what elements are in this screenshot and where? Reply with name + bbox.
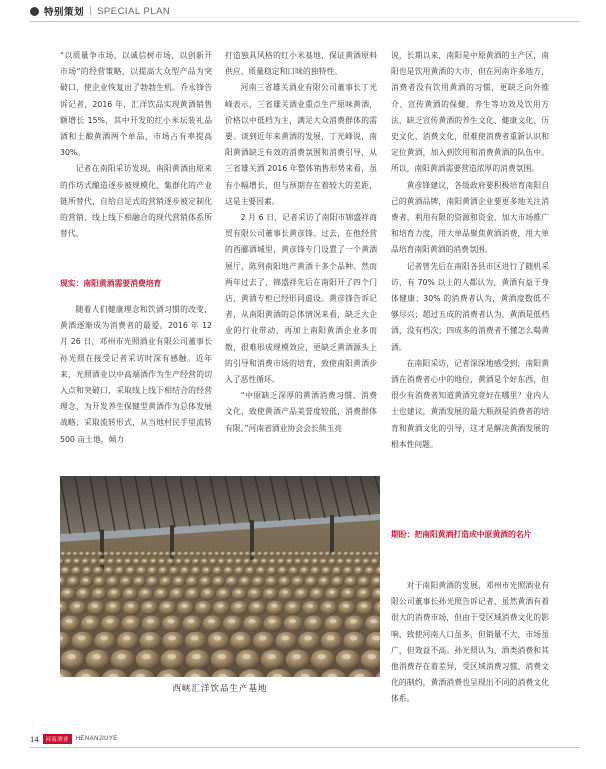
paragraph: 黄彦锋建议，各级政府要积极培育南阳自己的黄酒品牌，南阳黄酒企业要更多地关注消费者，利用有限的资源和资金，加大市场推广和培育力度，用大单品聚焦黄酒消费，用大单品培育南阳黄酒的消费氛围。 — [391, 180, 549, 255]
section-subtitle: SPECIAL PLAN — [97, 5, 171, 17]
article-column-2 — [225, 48, 377, 437]
section-title: 特别策划 — [44, 7, 85, 18]
subheading-reality — [60, 276, 212, 292]
article-column-3 — [391, 48, 549, 453]
header-separator: | — [89, 6, 93, 16]
subheading-text: 现实：南阳黄酒需要消费培育 — [60, 279, 162, 288]
footer-divider — [30, 747, 580, 748]
wine-jars-photo-illustration — [60, 476, 380, 677]
paragraph: 打造独具风格的红小米基地，保证黄酒原料供应、质量稳定和口味的独特性。 — [225, 51, 377, 77]
paragraph: 在南阳采访，记者深深地感受到，南阳黄酒在消费者心中的地位，黄酒是个好东西，但很少有消费者知道黄酒究竟好在哪里？业内人士也建议，黄酒发展的最大瓶颈是消费者的培育和黄酒文化的引导，这才是解决黄酒发展的根本性问题。 — [391, 358, 549, 449]
page-footer — [30, 734, 118, 744]
paragraph: 2 月 6 日，记者采访了南阳市锦盛祥商贸有限公司董事长黄彦锋。过去，在他经营的西郦酒城里，黄彦锋专门设置了一个黄酒展厅，陈列南阳地产黄酒十多个品种。然而两年过去了，锦盛祥先后在南阳开了四个门店，黄酒专柜已经形同虚设。黄彦锋告诉记者，从南阳黄酒的总体情况来看，缺乏大企业的行业带动，再加上南阳黄酒企业多而散，很难形成规模效应，更缺乏黄酒源头上的引导和消费市场的培育，致使南阳黄酒步入了恶性循环。 — [225, 213, 377, 385]
magazine-brand-latin: HENANJIUYE — [75, 736, 118, 742]
article-column-3-continued — [391, 578, 549, 708]
page-header — [30, 3, 170, 19]
production-base-photo — [60, 476, 380, 677]
subheading-hope — [391, 527, 549, 543]
paragraph: 记者曾先后在南阳各县市区进行了随机采访，有 70% 以上的人都认为，黄酒有益于身体健康；30% 的消费者认为，黄酒度数低不够尽兴；超过五成的消费者认为，黄酒是低档酒，没有档次；四成多的消费者不懂怎么喝黄酒。 — [391, 261, 549, 352]
paragraph: 河南三省雄关酒业有限公司董事长丁光峰表示，三省雄关酒业重点生产原味黄酒，价格以中低档为主，满足大众消费群体的需要。谈到近年来黄酒的发展，丁光峰说，南阳黄酒缺乏有效的消费氛围和消费引导，从三省雄关酒 2016 年整体销售形势来看，虽有小幅增长，但与预期存在着较大的差距，这是主要因素。 — [225, 83, 377, 206]
paragraph: “中原缺乏深厚的黄酒消费习惯、消费文化，致使黄酒产品美誉度较低，消费群体有限。”河南省酒业协会会长熊玉亮 — [225, 391, 377, 433]
paragraph: 随着人们健康理念和饮酒习惯的改变，黄酒逐渐成为消费者的最爱。2016 年 12 月 26 日，邓州市光照酒业有限公司董事长孙光照在接受记者采访时深有感触。近年来，光照酒业以中高端酒作为生产经营的切入点和突破口，采取线上线下相结合的经营理念，为开发养生保健型黄酒作为总体发展战略；采取流转形式，从当地村民手里流转 500 亩土地，倾力 — [60, 305, 212, 444]
article-column-1 — [60, 48, 212, 242]
section-bullet-icon — [30, 7, 39, 16]
paragraph: “以质量争市场，以诚信树市场，以创新开市场”的经营策略，以提高大众型产品为突破口，使企业恢复出了勃勃生机。乔永锋告诉记者，2016 年，汇洋饮品实现黄酒销售额增长 15%，其中开发的红小米坛装礼品酒和土酿黄酒两个单品，市场占有率提高 30%。 — [60, 51, 212, 158]
paragraph: 对于南阳黄酒的发展，邓州市光照酒业有限公司董事长孙光照告诉记者，虽然黄酒有着很大的消费市场，但由于受区域消费文化的影响，致使河南人口虽多，但销量不大，市场虽广，但效益不高。孙光照认为，酒类消费和其他消费存在着差异，受区域消费习惯、消费文化的制约，黄酒消费也呈现出不同的消费文化体系。 — [391, 581, 549, 704]
magazine-brand-badge: 河南酒业 — [43, 734, 72, 744]
page-number: 14 — [30, 734, 39, 744]
photo-caption: 西峡汇洋饮品生产基地 — [172, 684, 268, 694]
paragraph: 说，长期以来，南阳是中原黄酒的主产区，南阳也是饮用黄酒的大市，但在河南许多地方，消费者没有饮用黄酒的习惯，更缺乏向外推介、宣传黄酒的保健、养生等功效及饮用方法，缺乏宣传黄酒的养生文化、健康文化、历史文化、消费文化，很难使消费者重新认识和定位黄酒，加入到饮用和消费黄酒的队伍中。所以，南阳黄酒需要营造浓厚的消费氛围。 — [391, 51, 549, 174]
article-column-1-continued — [60, 302, 212, 448]
header-divider — [30, 21, 580, 22]
paragraph: 记者在南阳采访发现，南阳黄酒由原来的作坊式酿造逐步被规模化、集群化的产业链所替代，自给自足式的营销逐步被定制化的营销、线上线下相融合的现代营销体系所替代。 — [60, 164, 212, 239]
subheading-text: 期盼：把南阳黄酒打造成中原黄酒的名片 — [391, 530, 532, 539]
